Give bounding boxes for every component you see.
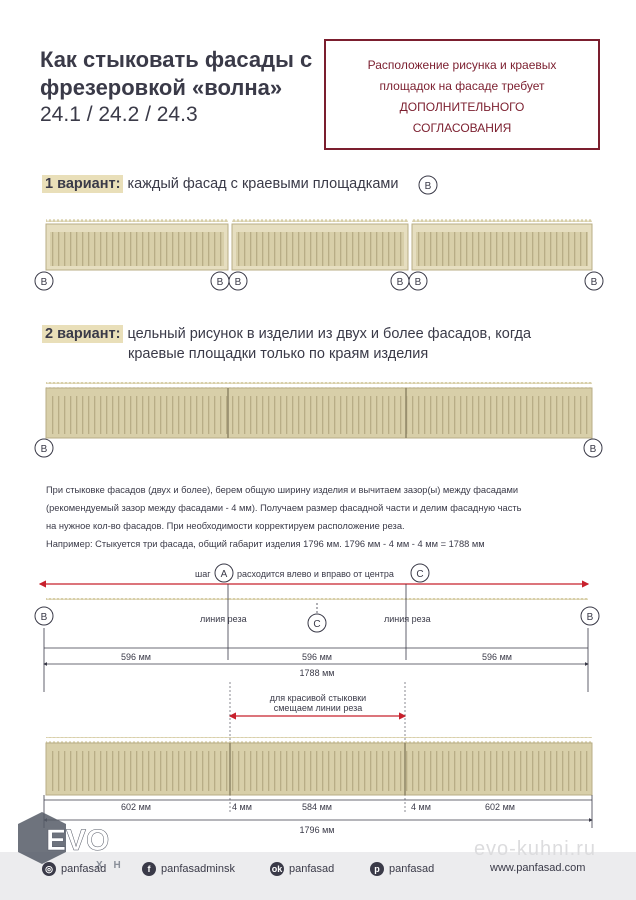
dim-label: 596 мм <box>121 652 151 662</box>
footer-facebook[interactable] <box>142 862 235 876</box>
footer-instagram[interactable] <box>42 862 106 876</box>
footer-website[interactable] <box>490 862 585 874</box>
facade-milling <box>416 232 588 266</box>
dim-total-label: 1788 мм <box>299 668 335 678</box>
step-label: шаг <box>195 569 211 579</box>
notice-line: СОГЛАСОВАНИЯ <box>412 121 512 135</box>
facade-milling <box>50 751 588 791</box>
page-title: Как стыковать фасады с фрезеровкой «волна» <box>40 47 313 100</box>
facade-edge-wave <box>412 218 592 224</box>
variant1-text: каждый фасад с краевыми площадками <box>127 176 399 192</box>
marker-b-label: B <box>590 277 598 288</box>
facade-edge-wave <box>46 382 592 388</box>
marker-b-label: B <box>589 444 597 455</box>
variant2-diagram <box>46 382 592 438</box>
marker-b-label: B <box>216 277 224 288</box>
dim-label: 596 мм <box>482 652 512 662</box>
marker-b-label: B <box>586 612 594 623</box>
variant1-diagram <box>46 218 592 270</box>
odnoklassniki-icon: ok <box>271 864 283 874</box>
marker-b-label: B <box>414 277 422 288</box>
footer-ok[interactable] <box>270 862 334 876</box>
notice-line: ДОПОЛНИТЕЛЬНОГО <box>399 100 525 114</box>
explanation-line: Например: Стыкуется три фасада, общий габарит изделия 1796 мм. 1796 мм - 4 мм - 4 мм = 1788 мм <box>46 539 485 549</box>
page-subtitle: 24.1 / 24.2 / 24.3 <box>40 103 198 126</box>
variant2-label: 2 вариант: <box>42 325 123 343</box>
marker-b-label: B <box>424 181 432 192</box>
explanation-line: При стыковке фасадов (двух и более), берем общую ширину изделия и вычитаем зазор(ы) между фасадами <box>46 485 519 495</box>
facade-milling <box>50 396 588 434</box>
dim-label: 602 мм <box>121 802 151 812</box>
instagram-handle[interactable]: panfasad <box>61 863 107 875</box>
facebook-handle[interactable]: panfasadminsk <box>161 863 235 875</box>
dim-total-label: 1796 мм <box>299 825 335 835</box>
step-suffix: расходится влево и вправо от центра <box>237 569 394 579</box>
marker-b-label: B <box>40 277 48 288</box>
shift-note-line2: смещаем линии реза <box>273 703 363 713</box>
facade-edge-wave <box>46 218 228 224</box>
marker-c-label: C <box>313 619 321 630</box>
shift-note-line1: для красивой стыковки <box>269 693 367 703</box>
marker-a-label: A <box>220 569 228 580</box>
pinterest-icon: p <box>370 862 384 876</box>
variant2-text-line2: краевые площадки только по краям изделия <box>128 346 429 362</box>
gap-label: 4 мм <box>411 802 431 812</box>
cut-line-label-left: линия реза <box>200 614 247 624</box>
facade-edge-wave <box>232 218 408 224</box>
explanation-line: на нужное кол-во фасадов. При необходимости корректируем расположение реза. <box>46 521 405 531</box>
variant1-label: 1 вариант: <box>42 175 123 193</box>
instagram-icon: ◎ <box>42 862 56 876</box>
notice-line: площадок на фасаде требует <box>379 79 545 93</box>
website-link[interactable]: www.panfasad.com <box>490 862 586 874</box>
marker-b-label: B <box>40 444 48 455</box>
marker-b-label: B <box>40 612 48 623</box>
dim-label: 584 мм <box>302 802 332 812</box>
facade-milling <box>236 232 404 266</box>
watermark: evo-kuhni.ru <box>473 838 596 860</box>
dim-label: 596 мм <box>302 652 332 662</box>
explanation-line: (рекомендуемый зазор между фасадами - 4 мм). Получаем размер фасадной части и делим фасадную часть <box>46 503 522 513</box>
pinterest-handle[interactable]: panfasad <box>389 863 435 875</box>
marker-b-label: B <box>234 277 242 288</box>
variant2-text-line1: цельный рисунок в изделии из двух и более фасадов, когда <box>127 326 532 342</box>
cut-line-label-right: линия реза <box>384 614 431 624</box>
notice-line: Расположение рисунка и краевых <box>367 58 557 72</box>
marker-b-label: B <box>396 277 404 288</box>
dim-label: 602 мм <box>485 802 515 812</box>
facade-edge-wave <box>46 737 592 743</box>
facade-milling <box>50 232 224 266</box>
facade-edge-wave <box>46 598 588 603</box>
facebook-icon: f <box>142 862 156 876</box>
gap-label: 4 мм <box>232 802 252 812</box>
footer-pinterest[interactable] <box>370 862 434 876</box>
ok-handle[interactable]: panfasad <box>289 863 335 875</box>
logo-text: EVO <box>46 824 110 857</box>
logo-subtext: Х Н <box>96 860 125 871</box>
marker-c-label: C <box>416 569 424 580</box>
